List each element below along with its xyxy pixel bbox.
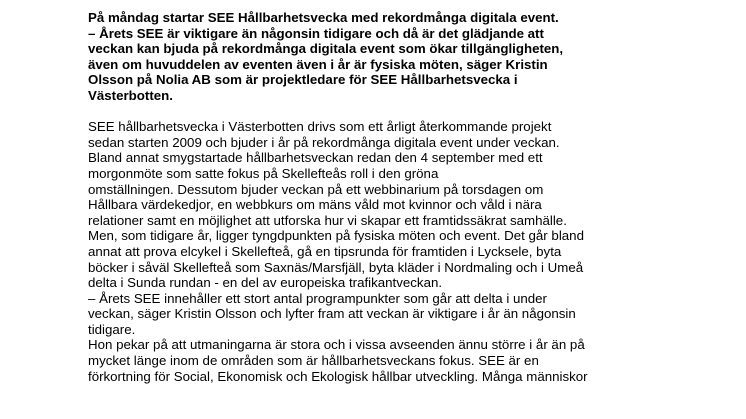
body-line: förkortning för Social, Ekonomisk och Ekologisk hållbar utveckling. Många människor bbox=[88, 368, 588, 384]
document-page bbox=[88, 10, 688, 384]
press-release-intro bbox=[88, 10, 688, 104]
body-line: – Årets SEE innehåller ett stort antal programpunkter som går att delta i under bbox=[88, 290, 547, 306]
body-line: SEE hållbarhetsvecka i Västerbotten drivs som ett årligt återkommande projekt bbox=[88, 119, 552, 135]
body-line: veckan, säger Kristin Olsson och lyfter fram att veckan är viktigare i år än någonsin bbox=[88, 306, 576, 322]
body-line: mycket länge inom de områden som är hållbarhetsveckans fokus. SEE är en bbox=[88, 353, 539, 369]
body-line: omställningen. Dessutom bjuder veckan på ett webbinarium på torsdagen om bbox=[88, 181, 544, 197]
body-line: relationer samt en möjlighet att utforska hur vi skapar ett framtidssäkrat samhälle. bbox=[88, 212, 567, 228]
intro-line: även om huvuddelen av eventen även i år är fysiska möten, säger Kristin bbox=[88, 56, 548, 72]
press-release-body bbox=[88, 119, 688, 384]
body-line: tidigare. bbox=[88, 321, 136, 337]
intro-line: – Årets SEE är viktigare än någonsin tidigare och då är det glädjande att bbox=[88, 25, 544, 41]
intro-line: Olsson på Nolia AB som är projektledare för SEE Hållbarhetsvecka i bbox=[88, 72, 518, 88]
body-line: Bland annat smygstartade hållbarhetsveckan redan den 4 september med ett bbox=[88, 150, 543, 166]
intro-line: Västerbotten. bbox=[88, 87, 173, 103]
body-line: sedan starten 2009 och bjuder i år på rekordmånga digitala event under veckan. bbox=[88, 134, 560, 150]
body-line: morgonmöte som satte fokus på Skellefteås roll i den gröna bbox=[88, 165, 439, 181]
intro-line: På måndag startar SEE Hållbarhetsvecka med rekordmånga digitala event. bbox=[88, 10, 559, 25]
body-line: annat att prova elcykel i Skellefteå, gå en tipsrunda för framtiden i Lycksele, byta bbox=[88, 243, 562, 259]
body-line: delta i Sunda rundan - en del av europeiska trafikantveckan. bbox=[88, 275, 443, 291]
body-line: Men, som tidigare år, ligger tyngdpunkten på fysiska möten och event. Det går bland bbox=[88, 228, 584, 244]
body-line: Hon pekar på att utmaningarna är stora och i vissa avseenden ännu större i år än på bbox=[88, 337, 585, 353]
body-line: böcker i såväl Skellefteå som Saxnäs/Marsfjäll, byta kläder i Nordmaling och i Umeå bbox=[88, 259, 584, 275]
intro-line: veckan kan bjuda på rekordmånga digitala event som ökar tillgängligheten, bbox=[88, 41, 564, 57]
body-line: Hållbara värdekedjor, en webbkurs om mäns våld mot kvinnor och våld i nära bbox=[88, 197, 542, 213]
